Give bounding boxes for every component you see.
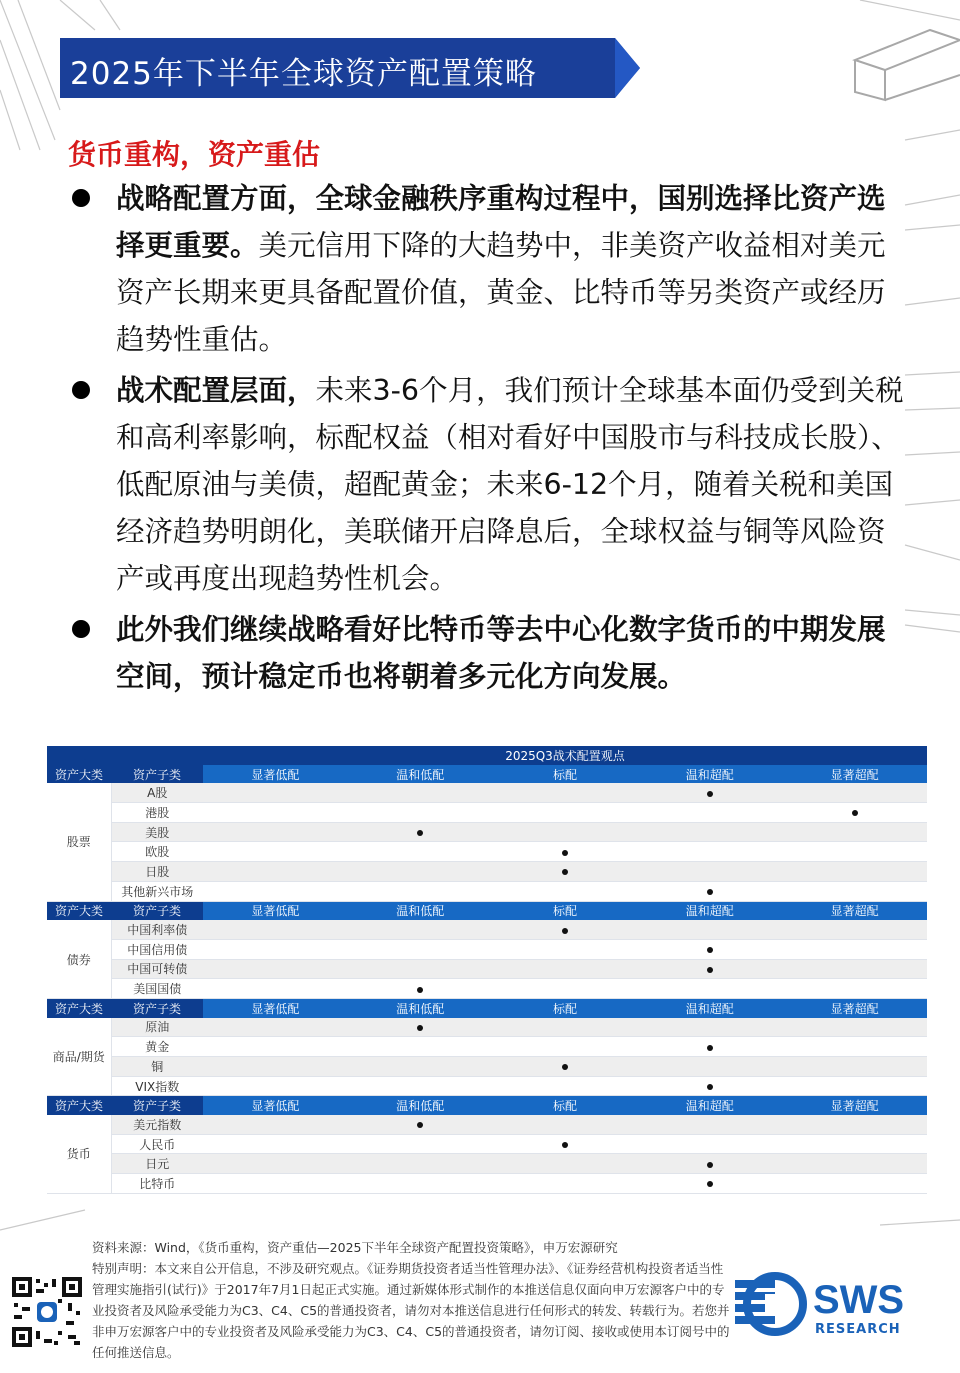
header-level: 显著超配	[782, 765, 927, 784]
allocation-dot-icon	[707, 967, 713, 973]
level-cell	[203, 822, 348, 842]
level-cell	[782, 959, 927, 979]
bullet-item	[68, 367, 908, 602]
asset-subclass: VIX指数	[111, 1076, 203, 1096]
level-cell	[203, 979, 348, 999]
table-row	[47, 881, 927, 901]
asset-subclass: 铜	[111, 1057, 203, 1077]
level-cell	[637, 1174, 782, 1194]
level-cell	[348, 862, 493, 882]
asset-subclass: 其他新兴市场	[111, 881, 203, 901]
level-cell	[493, 783, 638, 802]
table-row	[47, 822, 927, 842]
level-cell	[348, 803, 493, 823]
level-cell	[637, 862, 782, 882]
header-sub: 资产子类	[111, 1096, 203, 1115]
bullet-bold: 此外我们继续战略看好比特币等去中心化数字货币的中期发展空间，预计稳定币也将朝着多元化方向发展。	[116, 613, 886, 693]
table-row	[47, 959, 927, 979]
logo-subname: RESEARCH	[815, 1322, 901, 1337]
table-row	[47, 842, 927, 862]
allocation-dot-icon	[707, 1045, 713, 1051]
level-cell	[782, 803, 927, 823]
asset-subclass: 中国利率债	[111, 920, 203, 939]
level-cell	[348, 1018, 493, 1037]
allocation-dot-icon	[707, 947, 713, 953]
level-cell	[782, 1134, 927, 1154]
level-cell	[782, 1174, 927, 1194]
allocation-dot-icon	[562, 850, 568, 856]
table-row	[47, 939, 927, 959]
level-cell	[782, 1115, 927, 1134]
table-header-row	[47, 765, 927, 784]
level-cell	[348, 842, 493, 862]
allocation-dot-icon	[562, 1142, 568, 1148]
source-note: 资料来源：Wind，《货币重构，资产重估—2025下半年全球资产配置投资策略》，申万宏源研究	[92, 1240, 618, 1255]
level-cell	[493, 842, 638, 862]
level-cell	[493, 1037, 638, 1057]
header-sub: 资产子类	[111, 765, 203, 784]
asset-class: 商品/期货	[47, 1018, 111, 1096]
level-cell	[637, 1057, 782, 1077]
level-cell	[782, 939, 927, 959]
allocation-dot-icon	[417, 830, 423, 836]
allocation-dot-icon	[707, 1084, 713, 1090]
level-cell	[493, 862, 638, 882]
level-cell	[348, 1115, 493, 1134]
level-cell	[203, 1057, 348, 1077]
header-level: 显著低配	[203, 765, 348, 784]
level-cell	[782, 842, 927, 862]
level-cell	[782, 822, 927, 842]
table-row	[47, 862, 927, 882]
bullet-text: 美元信用下降的大趋势中，非美资产收益相对美元资产长期来更具备配置价值，黄金、比特币等另类资产或经历趋势性重估。	[116, 229, 886, 356]
allocation-dot-icon	[707, 889, 713, 895]
level-cell	[782, 979, 927, 999]
allocation-dot-icon	[707, 791, 713, 797]
asset-subclass: 比特币	[111, 1174, 203, 1194]
asset-subclass: 中国信用债	[111, 939, 203, 959]
level-cell	[782, 1154, 927, 1174]
asset-class: 债券	[47, 920, 111, 998]
header-level: 显著低配	[203, 1096, 348, 1115]
logo-name: SWS	[813, 1278, 905, 1322]
level-cell	[493, 1154, 638, 1174]
level-cell	[348, 1076, 493, 1096]
level-cell	[493, 803, 638, 823]
table-row	[47, 1154, 927, 1174]
allocation-dot-icon	[417, 1122, 423, 1128]
table-title-spacer	[47, 746, 203, 765]
level-cell	[782, 783, 927, 802]
table-row	[47, 1174, 927, 1194]
level-cell	[493, 881, 638, 901]
header-level: 标配	[493, 765, 638, 784]
level-cell	[637, 1018, 782, 1037]
allocation-dot-icon	[417, 1025, 423, 1031]
asset-subclass: 欧股	[111, 842, 203, 862]
level-cell	[637, 1154, 782, 1174]
level-cell	[203, 1154, 348, 1174]
level-cell	[203, 881, 348, 901]
bullet-text: 未来3-6个月，我们预计全球基本面仍受到关税和高利率影响，标配权益（相对看好中国股市与科技成长股）、低配原油与美债，超配黄金；未来6-12个月，随着关税和美国经济趋势明朗化，美联储开启降息后，全球权益与铜等风险资产或再度出现趋势性机会。	[116, 374, 904, 595]
header-level: 温和超配	[637, 998, 782, 1017]
footer-notes	[92, 1237, 732, 1363]
asset-subclass: 日股	[111, 862, 203, 882]
header-level: 温和超配	[637, 1096, 782, 1115]
asset-subclass: 美元指数	[111, 1115, 203, 1134]
level-cell	[348, 979, 493, 999]
header-level: 显著超配	[782, 901, 927, 920]
header-level: 温和超配	[637, 901, 782, 920]
table-row	[47, 783, 927, 802]
table-title: 2025Q3战术配置观点	[203, 746, 927, 765]
level-cell	[203, 1018, 348, 1037]
page-title: 2025年下半年全球资产配置策略	[70, 56, 537, 92]
level-cell	[203, 783, 348, 802]
allocation-dot-icon	[852, 810, 858, 816]
level-cell	[348, 920, 493, 939]
allocation-table-grid	[47, 746, 927, 1194]
table-row	[47, 1134, 927, 1154]
level-cell	[348, 783, 493, 802]
bullet-dot-icon	[72, 189, 90, 207]
level-cell	[203, 803, 348, 823]
level-cell	[637, 920, 782, 939]
level-cell	[493, 1018, 638, 1037]
level-cell	[493, 1174, 638, 1194]
table-title-row	[47, 746, 927, 765]
level-cell	[348, 1154, 493, 1174]
table-row	[47, 1115, 927, 1134]
level-cell	[203, 939, 348, 959]
level-cell	[782, 1076, 927, 1096]
sws-logo	[735, 1272, 935, 1342]
level-cell	[782, 1037, 927, 1057]
header-major: 资产大类	[47, 765, 111, 784]
allocation-dot-icon	[707, 1162, 713, 1168]
level-cell	[203, 1076, 348, 1096]
level-cell	[203, 959, 348, 979]
level-cell	[348, 1037, 493, 1057]
table-header-row	[47, 998, 927, 1017]
header-level: 标配	[493, 998, 638, 1017]
bullet-dot-icon	[72, 381, 90, 399]
level-cell	[493, 1134, 638, 1154]
level-cell	[637, 979, 782, 999]
header-level: 显著超配	[782, 998, 927, 1017]
asset-subclass: 美股	[111, 822, 203, 842]
level-cell	[782, 1018, 927, 1037]
asset-subclass: A股	[111, 783, 203, 802]
level-cell	[203, 920, 348, 939]
level-cell	[493, 920, 638, 939]
header-level: 显著超配	[782, 1096, 927, 1115]
header-major: 资产大类	[47, 901, 111, 920]
level-cell	[637, 881, 782, 901]
asset-subclass: 原油	[111, 1018, 203, 1037]
header-level: 温和低配	[348, 765, 493, 784]
level-cell	[782, 920, 927, 939]
allocation-dot-icon	[707, 1181, 713, 1187]
level-cell	[637, 1115, 782, 1134]
qr-code	[10, 1275, 84, 1349]
level-cell	[493, 979, 638, 999]
asset-subclass: 中国可转债	[111, 959, 203, 979]
table-row	[47, 1057, 927, 1077]
table-row	[47, 920, 927, 939]
header-level: 显著低配	[203, 901, 348, 920]
level-cell	[637, 939, 782, 959]
level-cell	[493, 1076, 638, 1096]
level-cell	[203, 842, 348, 862]
header-major: 资产大类	[47, 998, 111, 1017]
level-cell	[348, 1134, 493, 1154]
level-cell	[348, 959, 493, 979]
allocation-dot-icon	[562, 1064, 568, 1070]
bullet-item	[68, 175, 908, 363]
header-level: 温和超配	[637, 765, 782, 784]
level-cell	[637, 1134, 782, 1154]
allocation-dot-icon	[562, 928, 568, 934]
level-cell	[348, 822, 493, 842]
header-level: 温和低配	[348, 998, 493, 1017]
level-cell	[348, 1057, 493, 1077]
level-cell	[493, 1057, 638, 1077]
bullet-dot-icon	[72, 620, 90, 638]
asset-subclass: 人民币	[111, 1134, 203, 1154]
table-row	[47, 803, 927, 823]
bullet-bold: 战术配置层面，	[116, 374, 316, 407]
level-cell	[637, 1076, 782, 1096]
header-level: 标配	[493, 1096, 638, 1115]
disclaimer-note: 特别声明：本文来自公开信息，不涉及研究观点。《证券期货投资者适当性管理办法》、《证券经营机构投资者适当性管理实施指引(试行)》于2017年7月1日起正式实施。通过新媒体形式制作的本推送信息仅面向申万宏源客户中的专业投资者及风险承受能力为C3、C4、C5的普通投资者，请勿对本推送信息进行任何形式的转发、转载行为。若您并非申万宏源客户中的专业投资者及风险承受能力为C3、C4、C5的普通投资者，请勿订阅、接收或使用本订阅号中的任何推送信息。	[92, 1261, 730, 1360]
asset-subclass: 日元	[111, 1154, 203, 1174]
asset-class: 货币	[47, 1115, 111, 1193]
level-cell	[203, 1174, 348, 1194]
table-header-row	[47, 1096, 927, 1115]
allocation-table	[47, 746, 927, 1194]
table-row	[47, 979, 927, 999]
level-cell	[782, 1057, 927, 1077]
asset-subclass: 黄金	[111, 1037, 203, 1057]
header-level: 标配	[493, 901, 638, 920]
level-cell	[637, 959, 782, 979]
table-row	[47, 1018, 927, 1037]
allocation-dot-icon	[562, 869, 568, 875]
title-banner	[60, 38, 640, 98]
level-cell	[782, 862, 927, 882]
table-row	[47, 1076, 927, 1096]
asset-class: 股票	[47, 783, 111, 901]
level-cell	[203, 1115, 348, 1134]
bullet-list	[68, 175, 908, 700]
level-cell	[782, 881, 927, 901]
level-cell	[203, 1134, 348, 1154]
level-cell	[637, 803, 782, 823]
header-level: 温和低配	[348, 901, 493, 920]
level-cell	[348, 881, 493, 901]
level-cell	[348, 1174, 493, 1194]
bullet-item	[68, 606, 908, 700]
level-cell	[637, 1037, 782, 1057]
level-cell	[637, 842, 782, 862]
level-cell	[203, 1037, 348, 1057]
table-row	[47, 1037, 927, 1057]
level-cell	[637, 783, 782, 802]
allocation-dot-icon	[417, 987, 423, 993]
header-level: 温和低配	[348, 1096, 493, 1115]
level-cell	[493, 939, 638, 959]
header-level: 显著低配	[203, 998, 348, 1017]
level-cell	[493, 959, 638, 979]
table-header-row	[47, 901, 927, 920]
asset-subclass: 美国国债	[111, 979, 203, 999]
level-cell	[637, 822, 782, 842]
level-cell	[348, 939, 493, 959]
header-sub: 资产子类	[111, 998, 203, 1017]
section-subtitle: 货币重构，资产重估	[68, 138, 321, 171]
sws-logo-icon	[735, 1272, 811, 1342]
header-sub: 资产子类	[111, 901, 203, 920]
level-cell	[493, 1115, 638, 1134]
level-cell	[493, 822, 638, 842]
bullet-bold: 战略配置方面，全球金融秩序重构过程中，国别选择比资产选择更重要。	[116, 182, 886, 262]
header-major: 资产大类	[47, 1096, 111, 1115]
asset-subclass: 港股	[111, 803, 203, 823]
level-cell	[203, 862, 348, 882]
